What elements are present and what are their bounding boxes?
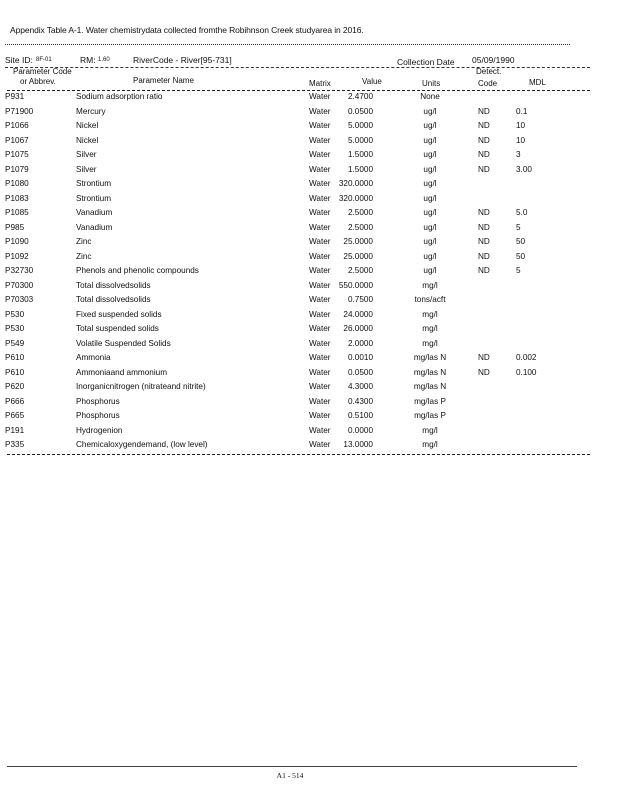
row-units: mg/las N <box>413 382 447 391</box>
row-mdl: 3.00 <box>516 164 532 174</box>
row-param-name: Silver <box>76 164 97 174</box>
table-row <box>0 426 618 441</box>
row-param-name: Total suspended solids <box>76 324 159 333</box>
row-mdl: 0.002 <box>516 353 537 362</box>
row-detect-code: ND <box>478 208 490 217</box>
row-matrix: Water <box>309 135 331 145</box>
row-matrix: Water <box>309 382 331 391</box>
row-param-name: Vanadium <box>76 222 113 232</box>
row-param-name: Fixed suspended solids <box>76 309 162 319</box>
row-value: 2.5000 <box>347 208 373 217</box>
row-units: ug/l <box>423 164 437 174</box>
row-detect-code: ND <box>478 251 490 261</box>
row-param-code: P1066 <box>5 121 29 130</box>
row-param-code: P1075 <box>5 150 29 159</box>
row-param-code: P931 <box>5 92 25 101</box>
row-param-code: P665 <box>5 411 25 420</box>
row-detect-code: ND <box>478 222 490 232</box>
row-units: mg/l <box>422 338 438 348</box>
row-value: 320.0000 <box>338 193 373 203</box>
table-row <box>0 310 618 325</box>
row-matrix: Water <box>309 266 331 275</box>
table-row <box>0 194 618 209</box>
row-matrix: Water <box>309 150 331 159</box>
footer-rule <box>7 766 577 767</box>
table-row <box>0 295 618 310</box>
row-matrix: Water <box>309 92 331 101</box>
row-units: mg/l <box>422 309 438 319</box>
row-matrix: Water <box>309 179 331 188</box>
row-value: 2.0000 <box>347 338 373 348</box>
row-detect-code: ND <box>478 106 490 116</box>
site-id-label: Site ID: <box>5 55 33 65</box>
row-matrix: Water <box>309 121 331 130</box>
table-title: Appendix Table A-1. Water chemistrydata collected fromthe Robihnson Creek studyarea in 2016. <box>10 25 364 35</box>
row-param-name: Vanadium <box>76 208 113 217</box>
row-param-name: Strontium <box>76 193 112 203</box>
row-value: 0.7500 <box>347 295 373 304</box>
row-units: mg/las P <box>414 411 446 420</box>
row-mdl: 50 <box>516 237 526 246</box>
row-param-code: P549 <box>5 338 25 348</box>
table-end-divider <box>7 454 590 455</box>
row-param-name: Volatile Suspended Solids <box>76 338 171 348</box>
row-units: ug/l <box>423 251 437 261</box>
row-units: ug/l <box>423 237 437 246</box>
row-value: 550.0000 <box>338 280 373 290</box>
row-units: ug/l <box>423 179 437 188</box>
row-param-code: P1083 <box>5 193 29 203</box>
row-param-name: Strontium <box>76 179 112 188</box>
table-row <box>0 107 618 122</box>
header-detect-line2: Code <box>478 79 498 88</box>
table-row <box>0 324 618 339</box>
row-param-code: P70300 <box>5 280 34 290</box>
table-row <box>0 382 618 397</box>
row-param-code: P191 <box>5 425 25 435</box>
row-value: 0.4300 <box>347 396 373 406</box>
row-param-name: Hydrogenion <box>76 425 123 435</box>
table-row <box>0 266 618 281</box>
row-param-code: P1090 <box>5 237 29 246</box>
header-matrix: Matrix <box>309 79 331 88</box>
row-value: 5.0000 <box>347 121 373 130</box>
rm-label: RM: <box>80 55 96 65</box>
row-mdl: 0.1 <box>516 106 528 116</box>
row-units: tons/acft <box>414 295 446 304</box>
row-value: 0.0010 <box>347 353 373 362</box>
row-detect-code: ND <box>478 150 490 159</box>
row-matrix: Water <box>309 353 331 362</box>
row-mdl: 5.0 <box>516 208 528 217</box>
row-value: 320.0000 <box>338 179 373 188</box>
row-param-code: P1085 <box>5 208 29 217</box>
row-mdl: 3 <box>516 150 521 159</box>
row-detect-code: ND <box>478 121 490 130</box>
row-matrix: Water <box>309 338 331 348</box>
row-param-name: Zinc <box>76 237 92 246</box>
page-number: A1 - 514 <box>276 771 304 780</box>
row-param-code: P530 <box>5 309 25 319</box>
row-param-code: P32730 <box>5 266 34 275</box>
row-param-name: Mercury <box>76 106 106 116</box>
row-matrix: Water <box>309 440 331 449</box>
header-param-code-line2: or Abbrev. <box>20 77 56 86</box>
row-units: mg/l <box>422 324 438 333</box>
row-units: ug/l <box>423 208 437 217</box>
row-value: 0.0500 <box>347 106 373 116</box>
row-mdl: 0.100 <box>516 367 537 377</box>
row-matrix: Water <box>309 367 331 377</box>
row-value: 2.5000 <box>347 266 373 275</box>
row-param-code: P1092 <box>5 251 29 261</box>
row-units: ug/l <box>423 266 437 275</box>
row-value: 4.3000 <box>347 382 373 391</box>
row-param-name: Total dissolvedsolids <box>76 295 151 304</box>
header-value: Value <box>362 77 382 86</box>
header-param-code-line1: Parameter Code <box>13 67 72 76</box>
row-matrix: Water <box>309 425 331 435</box>
row-matrix: Water <box>309 208 331 217</box>
row-units: mg/l <box>422 425 438 435</box>
row-units: mg/l <box>422 440 438 449</box>
row-param-name: Phosphorus <box>76 411 120 420</box>
row-value: 0.0500 <box>347 367 373 377</box>
collection-date-value: 05/09/1990 <box>472 55 515 65</box>
row-mdl: 10 <box>516 121 526 130</box>
header-units: Units <box>422 79 441 88</box>
row-matrix: Water <box>309 164 331 174</box>
rm-value: 1.60 <box>98 57 110 63</box>
table-row <box>0 165 618 180</box>
table-row <box>0 281 618 296</box>
row-value: 26.0000 <box>343 324 373 333</box>
row-detect-code: ND <box>478 164 490 174</box>
row-mdl: 10 <box>516 135 526 145</box>
row-value: 13.0000 <box>343 440 373 449</box>
row-param-code: P70303 <box>5 295 34 304</box>
row-value: 1.5000 <box>347 150 373 159</box>
row-units: ug/l <box>423 135 437 145</box>
collection-date-label: Collection Date <box>397 57 455 67</box>
table-row <box>0 411 618 426</box>
table-row <box>0 252 618 267</box>
row-units: mg/las N <box>413 353 447 362</box>
table-row <box>0 179 618 194</box>
table-row <box>0 440 618 455</box>
row-matrix: Water <box>309 222 331 232</box>
row-mdl: 5 <box>516 266 521 275</box>
row-param-code: P1079 <box>5 164 29 174</box>
row-value: 0.5100 <box>347 411 373 420</box>
row-param-code: P530 <box>5 324 25 333</box>
row-matrix: Water <box>309 309 331 319</box>
row-detect-code: ND <box>478 367 490 377</box>
row-value: 24.0000 <box>343 309 373 319</box>
row-param-name: Sodium adsorption ratio <box>76 92 163 101</box>
table-row <box>0 223 618 238</box>
row-units: mg/las N <box>413 367 447 377</box>
row-param-name: Zinc <box>76 251 92 261</box>
row-value: 0.0000 <box>347 425 373 435</box>
row-param-name: Nickel <box>76 121 99 130</box>
row-param-code: P666 <box>5 396 25 406</box>
row-param-code: P985 <box>5 222 25 232</box>
row-units: ug/l <box>423 150 437 159</box>
river-code: RiverCode - River[95-731] <box>133 55 232 65</box>
table-row <box>0 208 618 223</box>
row-matrix: Water <box>309 295 331 304</box>
row-param-name: Nickel <box>76 135 99 145</box>
header-mdl: MDL <box>529 78 546 87</box>
table-row <box>0 368 618 383</box>
row-param-name: Total dissolvedsolids <box>76 280 151 290</box>
table-row <box>0 136 618 151</box>
row-param-name: Phosphorus <box>76 396 120 406</box>
site-divider <box>5 67 590 68</box>
row-detect-code: ND <box>478 266 490 275</box>
table-row <box>0 339 618 354</box>
row-param-name: Silver <box>76 150 97 159</box>
row-param-name: Ammonia <box>76 353 111 362</box>
row-matrix: Water <box>309 396 331 406</box>
row-matrix: Water <box>309 411 331 420</box>
header-divider <box>7 90 590 91</box>
row-matrix: Water <box>309 106 331 116</box>
row-param-code: P335 <box>5 440 25 449</box>
row-matrix: Water <box>309 324 331 333</box>
row-param-name: Chemicaloxygendemand, (low level) <box>76 440 208 449</box>
title-divider <box>5 44 570 45</box>
row-value: 2.4700 <box>347 92 373 101</box>
row-param-name: Inorganicnitrogen (nitrateand nitrite) <box>76 382 206 391</box>
row-value: 2.5000 <box>347 222 373 232</box>
row-param-code: P620 <box>5 382 25 391</box>
row-matrix: Water <box>309 237 331 246</box>
row-units: ug/l <box>423 222 437 232</box>
row-mdl: 50 <box>516 251 526 261</box>
row-units: mg/las P <box>414 396 446 406</box>
row-param-code: P1067 <box>5 135 29 145</box>
table-row <box>0 150 618 165</box>
table-row <box>0 121 618 136</box>
header-detect-line1: Detect. <box>476 67 502 76</box>
table-row <box>0 92 618 107</box>
row-units: None <box>420 92 440 101</box>
site-id-value: 8F-01 <box>36 57 52 63</box>
row-matrix: Water <box>309 193 331 203</box>
row-units: ug/l <box>423 121 437 130</box>
row-value: 25.0000 <box>343 251 373 261</box>
header-param-name: Parameter Name <box>133 76 194 85</box>
row-param-name: Ammoniaand ammonium <box>76 367 168 377</box>
row-param-code: P610 <box>5 353 25 362</box>
row-value: 1.5000 <box>347 164 373 174</box>
row-units: ug/l <box>423 106 437 116</box>
row-detect-code: ND <box>478 237 490 246</box>
row-param-name: Phenols and phenolic compounds <box>76 266 199 275</box>
row-param-code: P610 <box>5 367 25 377</box>
row-value: 25.0000 <box>343 237 373 246</box>
table-row <box>0 237 618 252</box>
table-row <box>0 353 618 368</box>
row-param-code: P1080 <box>5 179 29 188</box>
row-units: ug/l <box>423 193 437 203</box>
row-matrix: Water <box>309 251 331 261</box>
table-row <box>0 397 618 412</box>
row-mdl: 5 <box>516 222 521 232</box>
row-param-code: P71900 <box>5 106 34 116</box>
row-matrix: Water <box>309 280 331 290</box>
row-units: mg/l <box>422 280 438 290</box>
row-detect-code: ND <box>478 353 490 362</box>
row-value: 5.0000 <box>347 135 373 145</box>
row-detect-code: ND <box>478 135 490 145</box>
